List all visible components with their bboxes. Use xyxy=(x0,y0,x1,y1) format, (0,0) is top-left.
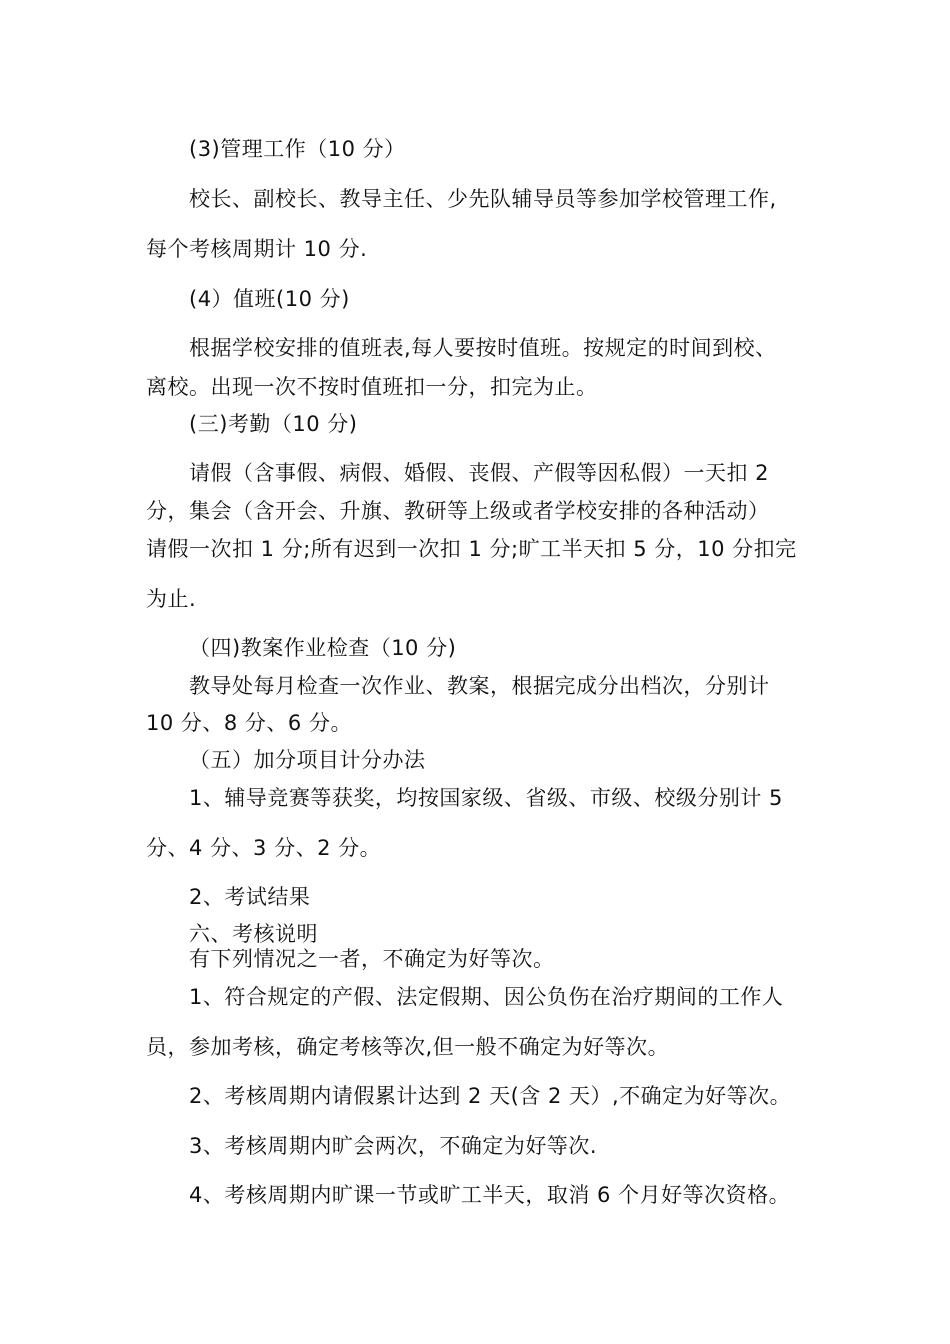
paragraph-line: 校长、副校长、教导主任、少先队辅导员等参加学校管理工作, xyxy=(189,187,777,211)
paragraph-line: 分，集会（含开会、升旗、教研等上级或者学校安排的各种活动） xyxy=(146,499,770,523)
paragraph-line: 分、4 分、3 分、2 分。 xyxy=(146,836,382,860)
paragraph-line: 1、辅导竞赛等获奖，均按国家级、省级、市级、校级分别计 5 xyxy=(189,786,783,810)
list-item: 3、考核周期内旷会两次，不确定为好等次. xyxy=(189,1134,598,1158)
paragraph-line: 请假一次扣 1 分;所有迟到一次扣 1 分;旷工半天扣 5 分，10 分扣完 xyxy=(146,537,797,561)
paragraph-line: 员，参加考核，确定考核等次,但一般不确定为好等次。 xyxy=(146,1035,670,1059)
paragraph-line: 请假（含事假、病假、婚假、丧假、产假等因私假）一天扣 2 xyxy=(189,461,770,485)
paragraph-line: 有下列情况之一者，不确定为好等次。 xyxy=(189,947,555,971)
paragraph-line: 根据学校安排的值班表,每人要按时值班。按规定的时间到校、 xyxy=(189,336,777,360)
paragraph-line: 离校。出现一次不按时值班扣一分，扣完为止。 xyxy=(146,375,598,399)
list-item: 4、考核周期内旷课一节或旷工半天，取消 6 个月好等次资格。 xyxy=(189,1183,791,1207)
paragraph-line: 10 分、8 分、6 分。 xyxy=(146,711,352,735)
section-heading-explanation: 六、考核说明 xyxy=(189,922,318,946)
list-item: 2、考核周期内请假累计达到 2 天(含 2 天）,不确定为好等次。 xyxy=(189,1084,792,1108)
list-item: 1、符合规定的产假、法定假期、因公负伤在治疗期间的工作人 xyxy=(189,985,784,1009)
paragraph-line: 每个考核周期计 10 分. xyxy=(146,237,368,261)
section-heading-lesson-plan: （四)教案作业检查（10 分) xyxy=(189,636,457,660)
section-heading-attendance: (三)考勤（10 分) xyxy=(189,412,358,436)
section-heading-bonus: （五）加分项目计分办法 xyxy=(189,748,426,772)
paragraph-line: 为止. xyxy=(146,587,197,611)
paragraph-line: 教导处每月检查一次作业、教案，根据完成分出档次，分别计 xyxy=(189,674,770,698)
section-heading-management: (3)管理工作（10 分） xyxy=(189,137,406,161)
list-item: 2、考试结果 xyxy=(189,885,311,909)
section-heading-duty: (4）值班(10 分) xyxy=(189,287,350,311)
